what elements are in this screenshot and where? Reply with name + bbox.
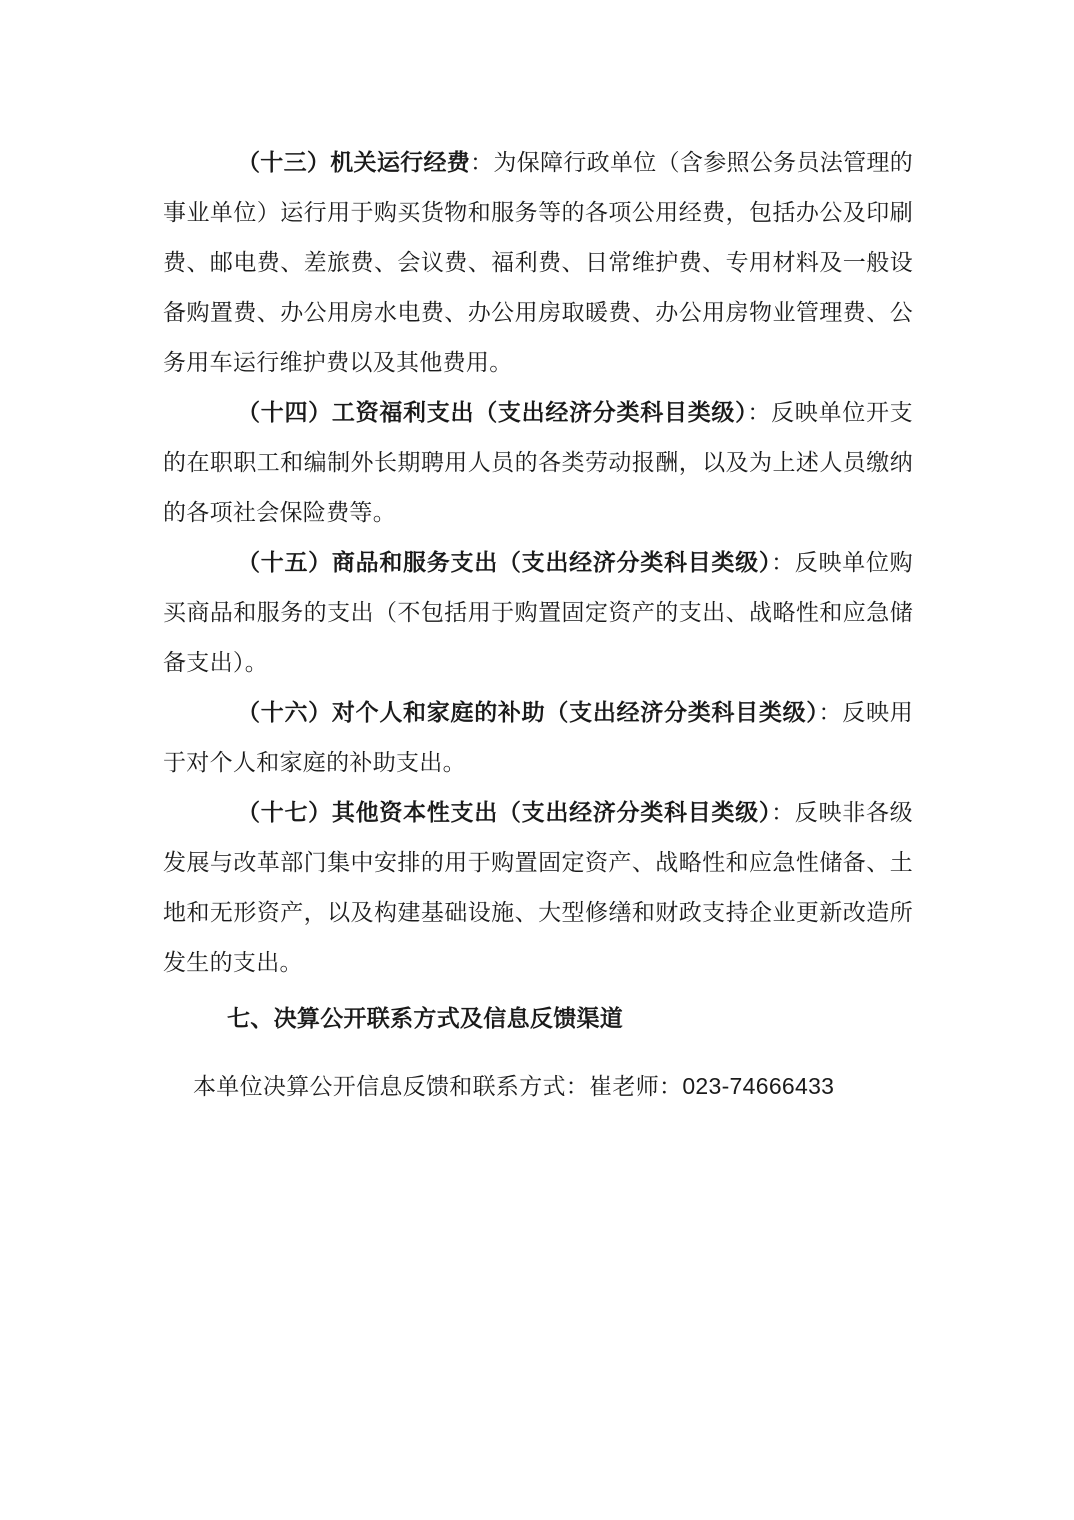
paragraph-17 xyxy=(163,788,913,988)
term-14: （十四）工资福利支出（支出经济分类科目类级） xyxy=(237,400,748,426)
document-body xyxy=(163,138,913,1107)
definition-13: ：为保障行政单位（含参照公务员法管理的事业单位）运行用于购买货物和服务等的各项公用经费，包括办公及印刷费、邮电费、差旅费、会议费、福利费、日常维护费、专用材料及一般设备购置费、办公用房水电费、办公用房取暖费、办公用房物业管理费、公务用车运行维护费以及其他费用。 xyxy=(163,150,914,376)
term-17: （十七）其他资本性支出（支出经济分类科目类级） xyxy=(237,800,772,826)
paragraph-15 xyxy=(163,538,913,688)
definition-17: ：反映非各级发展与改革部门集中安排的用于购置固定资产、战略性和应急性储备、土地和无形资产，以及构建基础设施、大型修缮和财政支持企业更新改造所发生的支出。 xyxy=(163,800,913,976)
term-13: （十三）机关运行经费 xyxy=(237,150,471,176)
definition-14: ：反映单位开支的在职职工和编制外长期聘用人员的各类劳动报酬，以及为上述人员缴纳的各项社会保险费等。 xyxy=(163,400,913,526)
paragraph-13 xyxy=(163,138,913,388)
section-heading: 七、决算公开联系方式及信息反馈渠道 xyxy=(227,1006,624,1032)
contact-phone: 023-74666433 xyxy=(682,1073,835,1099)
definition-16: ：反映用于对个人和家庭的补助支出。 xyxy=(163,700,914,776)
contact-label: 本单位决算公开信息反馈和联系方式：崔老师： xyxy=(193,1074,683,1100)
paragraph-16 xyxy=(163,688,913,788)
contact-line xyxy=(163,1066,913,1107)
paragraph-14 xyxy=(163,388,913,538)
term-15: （十五）商品和服务支出（支出经济分类科目类级） xyxy=(237,550,772,576)
definition-15: ：反映单位购买商品和服务的支出（不包括用于购置固定资产的支出、战略性和应急储备支出）。 xyxy=(163,550,913,676)
term-16: （十六）对个人和家庭的补助（支出经济分类科目类级） xyxy=(237,700,819,726)
